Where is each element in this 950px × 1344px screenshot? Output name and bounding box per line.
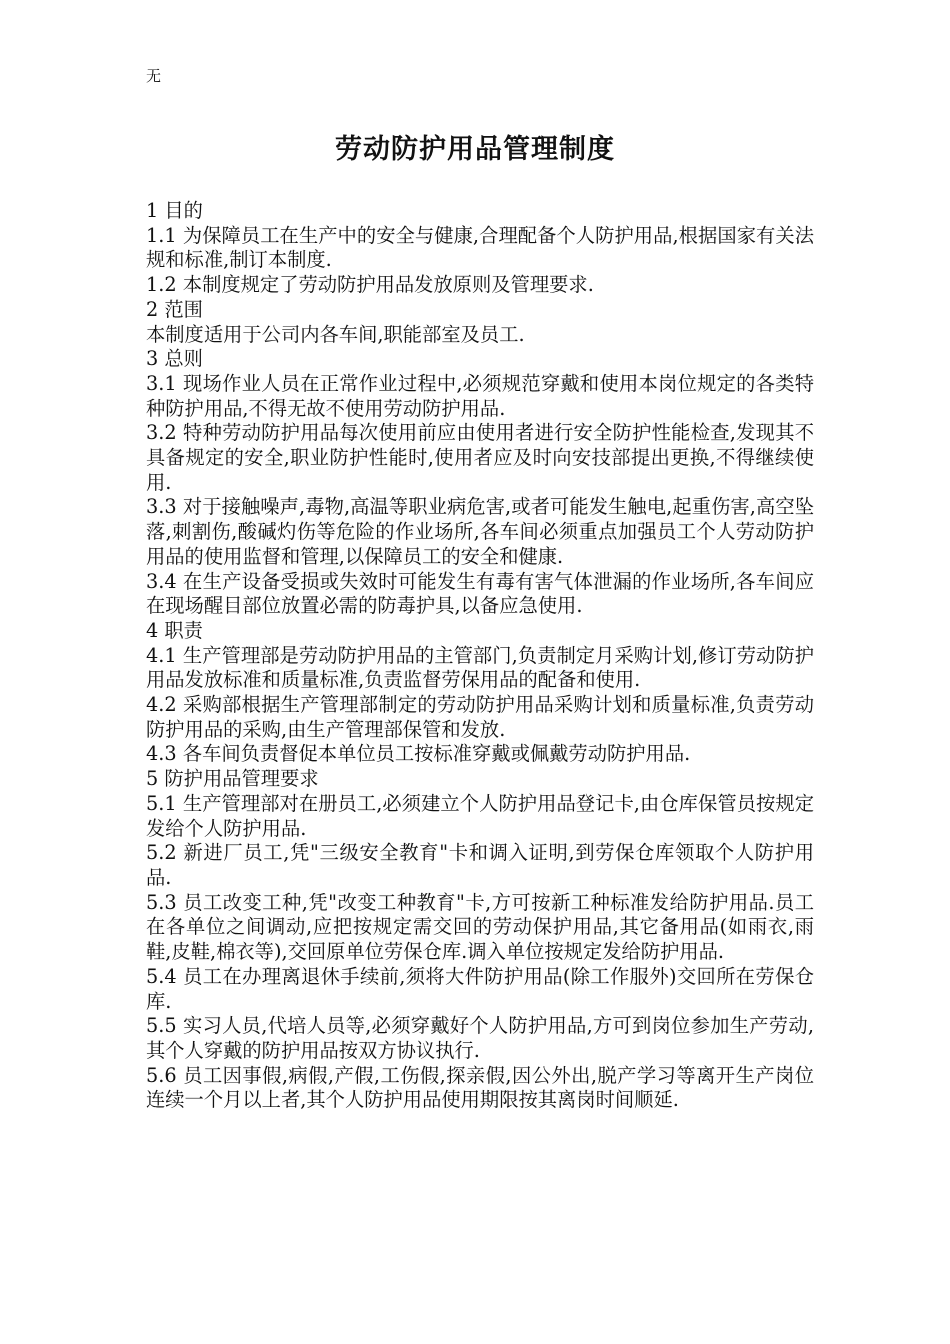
section-heading-general: 3 总则 bbox=[146, 347, 203, 371]
paragraph-5-3: 5.3 员工改变工种,凭"改变工种教育"卡,方可按新工种标准发给防护用品.员工在各单位之间调动,应把按规定需交回的劳动保护用品,其它备用品(如雨衣,雨鞋,皮鞋,棉衣等),交回原单位劳保仓库.调入单位按规定发给防护用品. bbox=[146, 890, 814, 964]
paragraph-3-4: 3.4 在生产设备受损或失效时可能发生有毒有害气体泄漏的作业场所,各车间应在现场醒目部位放置必需的防毒护具,以备应急使用. bbox=[146, 569, 814, 618]
section-heading-duties: 4 职责 bbox=[146, 618, 203, 642]
paragraph-1-1: 1.1 为保障员工在生产中的安全与健康,合理配备个人防护用品,根据国家有关法规和标准,制订本制度. bbox=[146, 223, 814, 272]
paragraph-4-1: 4.1 生产管理部是劳动防护用品的主管部门,负责制定月采购计划,修订劳动防护用品发放标准和质量标准,负责监督劳保用品的配备和使用. bbox=[146, 643, 814, 692]
paragraph-1-2: 1.2 本制度规定了劳动防护用品发放原则及管理要求. bbox=[146, 273, 594, 297]
paragraph-4-3: 4.3 各车间负责督促本单位员工按标准穿戴或佩戴劳动防护用品. bbox=[146, 742, 691, 766]
section-heading-purpose: 1 目的 bbox=[146, 199, 203, 222]
document-body bbox=[146, 199, 814, 1113]
paragraph-5-4: 5.4 员工在办理离退休手续前,须将大件防护用品(除工作服外)交回所在劳保仓库. bbox=[146, 964, 814, 1013]
paragraph-5-2: 5.2 新进厂员工,凭"三级安全教育"卡和调入证明,到劳保仓库领取个人防护用品. bbox=[146, 841, 814, 889]
section-heading-requirements: 5 防护用品管理要求 bbox=[146, 767, 319, 791]
paragraph-5-1: 5.1 生产管理部对在册员工,必须建立个人防护用品登记卡,由仓库保管员按规定发给个人防护用品. bbox=[146, 791, 814, 840]
paragraph-5-6: 5.6 员工因事假,病假,产假,工伤假,探亲假,因公外出,脱产学习等离开生产岗位连续一个月以上者,其个人防护用品使用期限按其离岗时间顺延. bbox=[146, 1063, 814, 1112]
paragraph-3-3: 3.3 对于接触噪声,毒物,高温等职业病危害,或者可能发生触电,起重伤害,高空坠落,刺割伤,酸碱灼伤等危险的作业场所,各车间必须重点加强员工个人劳动防护用品的使用监督和管理,以保障员工的安全和健康. bbox=[146, 495, 814, 568]
document-title: 劳动防护用品管理制度 bbox=[335, 134, 615, 165]
paragraph-3-1: 3.1 现场作业人员在正常作业过程中,必须规范穿戴和使用本岗位规定的各类特种防护用品,不得无故不使用劳动防护用品. bbox=[146, 371, 814, 420]
header-mark: 无 bbox=[146, 67, 162, 85]
paragraph-4-2: 4.2 采购部根据生产管理部制定的劳动防护用品采购计划和质量标准,负责劳动防护用品的采购,由生产管理部保管和发放. bbox=[146, 693, 814, 741]
paragraph-3-2: 3.2 特种劳动防护用品每次使用前应由使用者进行安全防护性能检查,发现其不具备规定的安全,职业防护性能时,使用者应及时向安技部提出更换,不得继续使用. bbox=[146, 421, 814, 494]
paragraph-5-5: 5.5 实习人员,代培人员等,必须穿戴好个人防护用品,方可到岗位参加生产劳动,其个人穿戴的防护用品按双方协议执行. bbox=[146, 1014, 814, 1062]
section-heading-scope: 2 范围 bbox=[146, 297, 203, 321]
paragraph-scope: 本制度适用于公司内各车间,职能部室及员工. bbox=[146, 322, 525, 346]
